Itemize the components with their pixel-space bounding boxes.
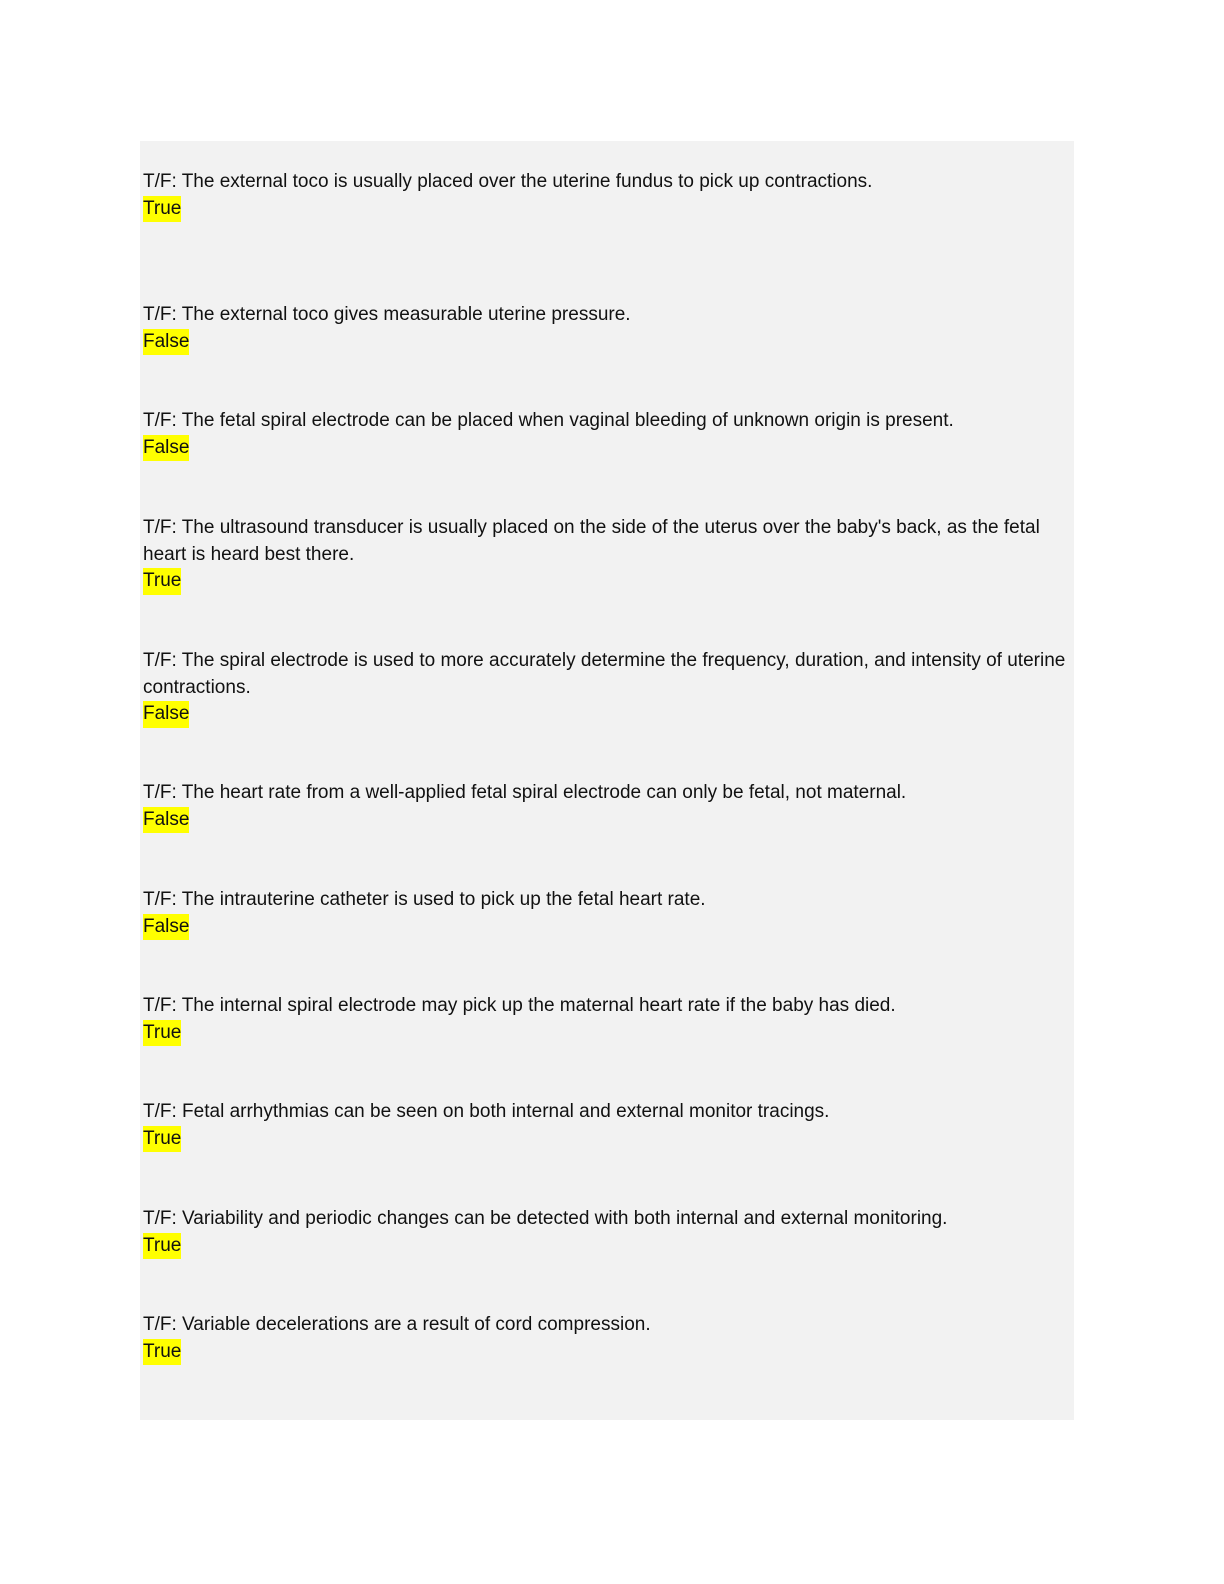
question-text: T/F: The intrauterine catheter is used to pick up the fetal heart rate. bbox=[143, 889, 706, 910]
question-text: T/F: The external toco gives measurable uterine pressure. bbox=[143, 304, 631, 325]
answer-highlight: False bbox=[143, 701, 189, 728]
question-item bbox=[143, 648, 1068, 728]
question-text: T/F: The heart rate from a well-applied fetal spiral electrode can only be fetal, not maternal. bbox=[143, 782, 907, 803]
question-text: T/F: Fetal arrhythmias can be seen on both internal and external monitor tracings. bbox=[143, 1101, 830, 1122]
question-text: T/F: The fetal spiral electrode can be placed when vaginal bleeding of unknown origin is present. bbox=[143, 410, 954, 431]
question-text: T/F: The spiral electrode is used to more accurately determine the frequency, duration, and intensity of uterine contractions. bbox=[143, 650, 1066, 698]
question-item bbox=[143, 408, 1068, 461]
answer-highlight: False bbox=[143, 435, 189, 462]
answer-highlight: False bbox=[143, 329, 189, 356]
answer-highlight: True bbox=[143, 1020, 181, 1047]
answer-highlight: True bbox=[143, 568, 181, 595]
question-item bbox=[143, 515, 1068, 595]
question-item bbox=[143, 302, 1068, 355]
answer-highlight: True bbox=[143, 1126, 181, 1153]
question-item bbox=[143, 887, 1068, 940]
answer-highlight: True bbox=[143, 196, 181, 223]
question-text: T/F: The ultrasound transducer is usually placed on the side of the uterus over the baby's back, as the fetal heart is heard best there. bbox=[143, 517, 1040, 565]
question-item bbox=[143, 1099, 1068, 1152]
question-text: T/F: The external toco is usually placed over the uterine fundus to pick up contractions. bbox=[143, 171, 873, 192]
answer-highlight: True bbox=[143, 1339, 181, 1366]
question-text: T/F: The internal spiral electrode may pick up the maternal heart rate if the baby has died. bbox=[143, 995, 896, 1016]
question-text: T/F: Variability and periodic changes can be detected with both internal and external monitoring. bbox=[143, 1208, 948, 1229]
answer-highlight: False bbox=[143, 807, 189, 834]
question-item bbox=[143, 993, 1068, 1046]
question-item bbox=[143, 780, 1068, 833]
question-text: T/F: Variable decelerations are a result of cord compression. bbox=[143, 1314, 651, 1335]
question-item bbox=[143, 1312, 1068, 1365]
question-item bbox=[143, 169, 1068, 222]
question-item bbox=[143, 1206, 1068, 1259]
answer-highlight: True bbox=[143, 1233, 181, 1260]
answer-highlight: False bbox=[143, 914, 189, 941]
